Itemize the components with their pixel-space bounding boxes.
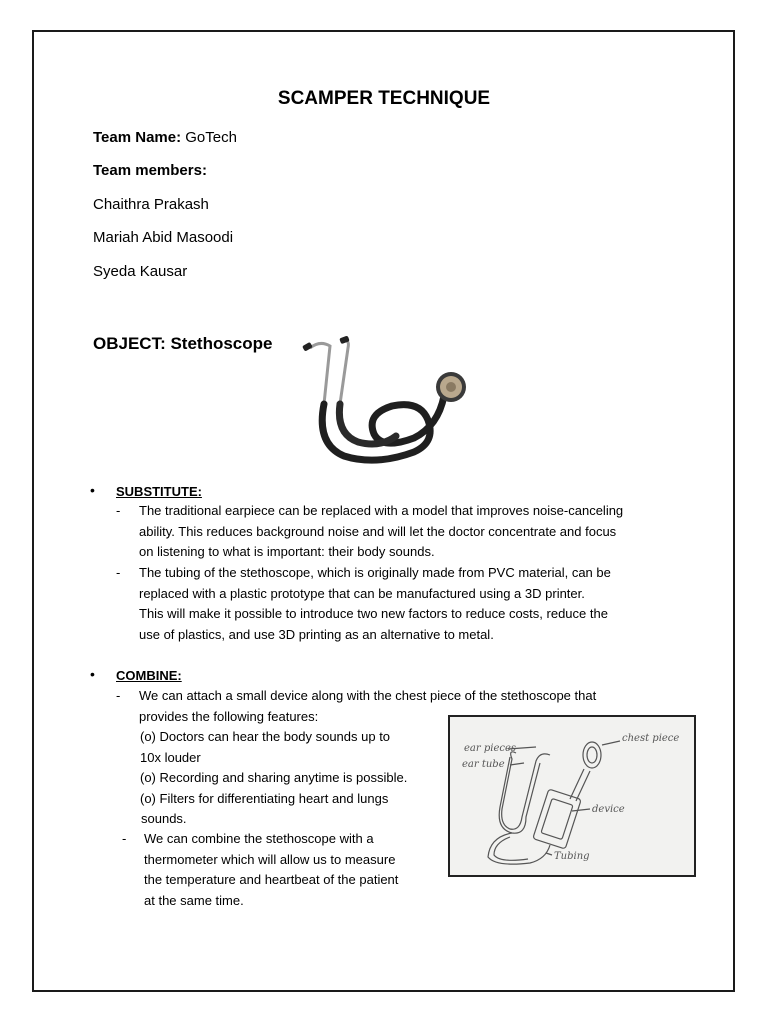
team-member: Mariah Abid Masoodi: [93, 229, 234, 246]
stethoscope-sketch: [448, 715, 696, 877]
text-line: at the same time.: [144, 892, 244, 908]
text-line: sounds.: [141, 811, 187, 826]
text-line: (o) Doctors can hear the body sounds up to: [140, 729, 391, 744]
text-line: use of plastics, and use 3D printing as an alternative to metal.: [139, 626, 494, 642]
dash: -: [116, 565, 121, 580]
paragraph-earpiece: [139, 501, 623, 563]
sketch-label-device: device: [592, 804, 625, 815]
bullet: •: [90, 482, 95, 498]
text-line: ability. This reduces background noise and will let the doctor concentrate and focus: [139, 523, 617, 539]
team-name-value: GoTech: [181, 129, 237, 146]
dash: -: [122, 831, 127, 846]
section-heading-combine: COMBINE:: [116, 668, 182, 683]
paragraph-tubing: [139, 563, 611, 645]
text-line: The traditional earpiece can be replaced with a model that improves noise-canceling: [139, 503, 624, 518]
team-name-line: [93, 129, 237, 146]
team-name-label: Team Name:: [93, 129, 182, 146]
text-line: (o) Recording and sharing anytime is possible.: [140, 770, 408, 785]
text-line: provides the following features:: [139, 708, 319, 724]
text-line: (o) Filters for differentiating heart and lungs: [140, 790, 389, 806]
team-member: Chaithra Prakash: [93, 196, 209, 213]
document-title: SCAMPER TECHNIQUE: [277, 88, 491, 109]
sketch-label-ear-tube: ear tube: [462, 759, 505, 770]
paragraph-thermometer: [144, 829, 398, 911]
sketch-label-chest-piece: chest piece: [622, 733, 680, 744]
sketch-drawing: [450, 717, 694, 875]
section-heading-substitute: SUBSTITUTE:: [116, 484, 202, 499]
sketch-label-ear-pieces: ear pieces: [464, 743, 517, 754]
text-line: the temperature and heartbeat of the patient: [144, 872, 399, 887]
text-line: The tubing of the stethoscope, which is originally made from PVC material, can be: [139, 565, 611, 580]
team-members-label: Team members:: [93, 162, 207, 179]
text-line: replaced with a plastic prototype that can be manufactured using a 3D printer.: [139, 585, 585, 601]
object-heading: OBJECT: Stethoscope: [93, 334, 273, 353]
text-line: We can attach a small device along with the chest piece of the stethoscope that: [139, 688, 597, 703]
text-line: This will make it possible to introduce two new factors to reduce costs, reduce the: [139, 606, 608, 621]
stethoscope-image: [296, 334, 472, 468]
bullet: •: [90, 666, 95, 682]
text-line: on listening to what is important: their body sounds.: [139, 544, 435, 559]
dash: -: [116, 503, 121, 518]
text-line: thermometer which will allow us to measure: [144, 851, 396, 867]
dash: -: [116, 688, 121, 703]
text-line: 10x louder: [140, 749, 201, 765]
text-line: We can combine the stethoscope with a: [144, 831, 374, 846]
sketch-label-tubing: Tubing: [554, 851, 590, 862]
team-member: Syeda Kausar: [93, 263, 188, 280]
